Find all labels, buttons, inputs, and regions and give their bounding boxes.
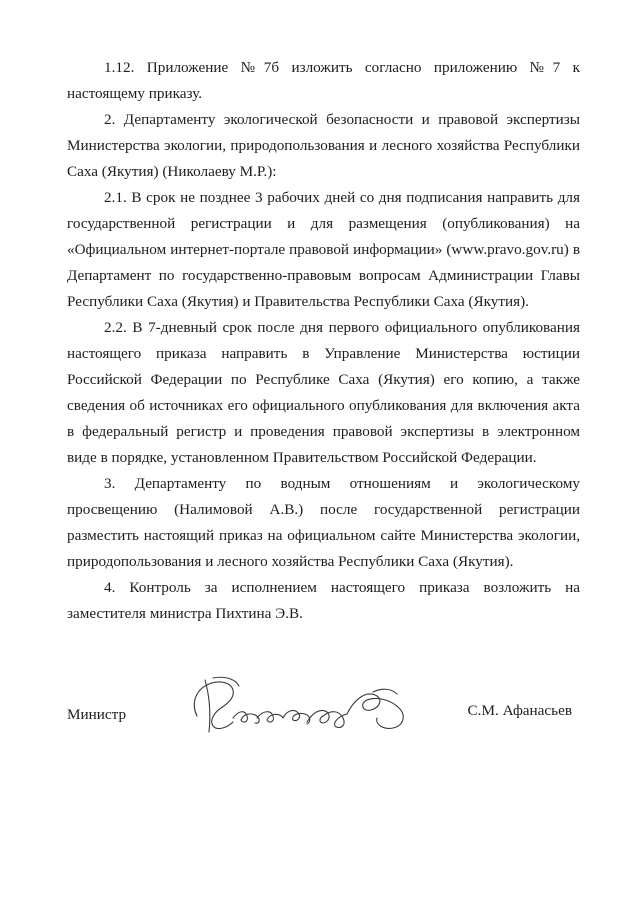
paragraph-2-2: 2.2. В 7-дневный срок после дня первого официального опубликования настоящего приказа направить в Управление Министерства юстиции Российской Федерации по Республике Саха (Якутия) его копию, а также сведения об источниках его официального опубликования для включения акта в федеральный регистр и проведения правовой экспертизы в электронном виде в порядке, установленном Правительством Российской Федерации. <box>67 319 580 466</box>
paragraph-2-1: 2.1. В срок не позднее 3 рабочих дней со дня подписания направить для государственной регистрации и для размещения (опубликования) на «Официальном интернет-портале правовой информации» (www.pravo.gov.ru) в Департамент по государственно-правовым вопросам Администрации Главы Республики Саха (Якутия) и Правительства Республики Саха (Якутия). <box>67 189 580 310</box>
paragraph-1-12: 1.12. Приложение №7б изложить согласно приложению №7 к настоящему приказу. <box>67 59 580 102</box>
signatory-title: Министр <box>67 706 127 723</box>
handwritten-signature <box>187 668 427 743</box>
paragraph-2: 2. Департаменту экологической безопасности и правовой экспертизы Министерства экологии, природопользования и лесного хозяйства Республики Саха (Якутия) (Николаеву М.Р.): <box>67 111 580 180</box>
document-body <box>67 55 580 627</box>
paragraph-4: 4. Контроль за исполнением настоящего приказа возложить на заместителя министра Пихтина Э.В. <box>67 579 580 622</box>
signature-block <box>67 700 580 740</box>
paragraph-3: 3. Департаменту по водным отношениям и экологическому просвещению (Налимовой А.В.) после государственной регистрации разместить настоящий приказ на официальном сайте Министерства экологии, природопользования и лесного хозяйства Республики Саха (Якутия). <box>67 475 580 570</box>
signatory-name: С.М. Афанасьев <box>467 702 572 719</box>
